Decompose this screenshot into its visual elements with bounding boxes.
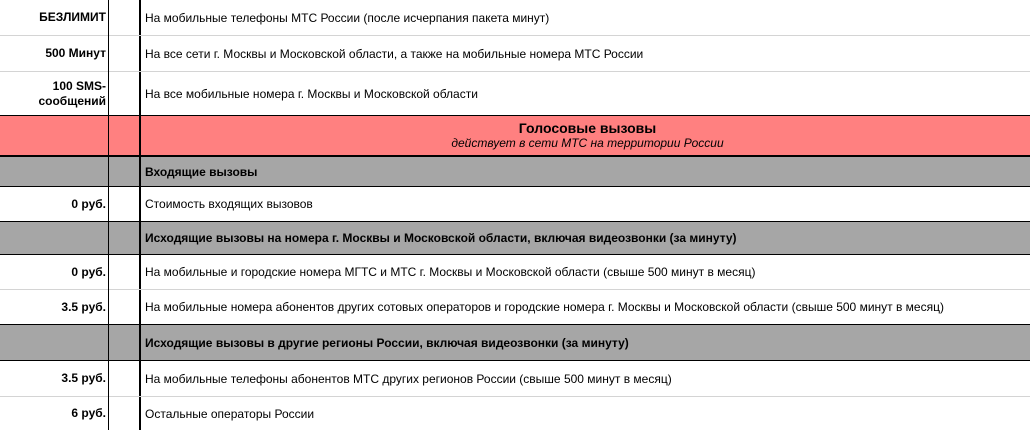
empty-cell — [0, 325, 140, 360]
price-cell: 100 SMS-сообщений — [0, 72, 140, 115]
description-cell: На мобильные номера абонентов других сотовых операторов и городские номера г. Москвы и Московской области (свыше 500 минут в месяц) — [140, 290, 1030, 324]
price-cell: 3.5 руб. — [0, 361, 140, 396]
table-row — [0, 36, 1030, 72]
incoming-calls-section-header — [0, 156, 1030, 187]
table-row — [0, 397, 1030, 430]
table-row — [0, 0, 1030, 36]
voice-calls-title: Голосовые вызовы — [518, 120, 657, 136]
empty-cell — [0, 157, 140, 186]
description-cell: На мобильные телефоны абонентов МТС других регионов России (свыше 500 минут в месяц) — [140, 361, 1030, 396]
outgoing-moscow-section-header — [0, 221, 1030, 255]
section-title: Исходящие вызовы на номера г. Москвы и Московской области, включая видеозвонки (за минуту) — [140, 222, 1030, 254]
price-cell: БЕЗЛИМИТ — [0, 0, 140, 35]
table-row — [0, 361, 1030, 397]
description-cell: На мобильные телефоны МТС России (после исчерпания пакета минут) — [140, 0, 1030, 35]
price-cell: 0 руб. — [0, 187, 140, 221]
outgoing-regions-section-header — [0, 324, 1030, 361]
section-title: Входящие вызовы — [140, 157, 1030, 186]
description-cell: На все мобильные номера г. Москвы и Московской области — [140, 72, 1030, 115]
section-title: Исходящие вызовы в другие регионы России, включая видеозвонки (за минуту) — [140, 325, 1030, 360]
voice-calls-header — [140, 116, 1030, 155]
table-row — [0, 290, 1030, 324]
empty-cell — [0, 116, 140, 155]
description-cell: На все сети г. Москвы и Московской области, а также на мобильные номера МТС России — [140, 36, 1030, 71]
voice-calls-section — [0, 115, 1030, 156]
table-row — [0, 255, 1030, 290]
price-cell: 0 руб. — [0, 255, 140, 289]
price-cell: 3.5 руб. — [0, 290, 140, 324]
price-cell: 6 руб. — [0, 397, 140, 430]
description-cell: Стоимость входящих вызовов — [140, 187, 1030, 221]
empty-cell — [0, 222, 140, 254]
voice-calls-subtitle: действует в сети МТС на территории России — [451, 136, 724, 150]
price-cell: 500 Минут — [0, 36, 140, 71]
table-row — [0, 72, 1030, 115]
table-row — [0, 187, 1030, 221]
description-cell: Остальные операторы России — [140, 397, 1030, 430]
description-cell: На мобильные и городские номера МГТС и МТС г. Москвы и Московской области (свыше 500 минут в месяц) — [140, 255, 1030, 289]
column-divider — [108, 0, 109, 430]
